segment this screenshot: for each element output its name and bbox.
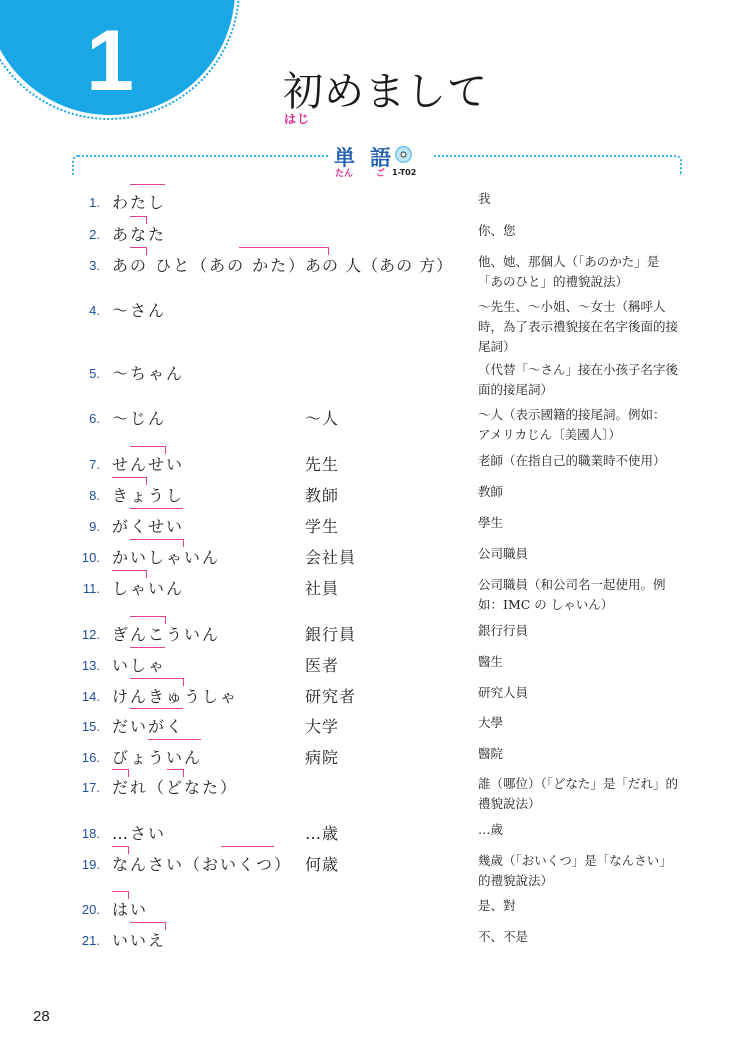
vocab-meaning: 他、她、那個人（「あのかた」是「あのひと」的禮貌說法） bbox=[478, 254, 660, 289]
vocab-kana: なんさい（おいくつ） bbox=[112, 855, 293, 874]
vocab-kana: はい bbox=[112, 900, 149, 919]
pitch-accent-mark bbox=[112, 891, 129, 899]
vocab-number: 8. bbox=[89, 488, 100, 503]
pitch-accent-mark bbox=[112, 846, 129, 854]
vocab-number: 12. bbox=[81, 627, 100, 642]
vocab-meaning: 學生 bbox=[478, 515, 504, 530]
vocab-meaning: 銀行行員 bbox=[478, 623, 529, 638]
pitch-accent-mark bbox=[130, 508, 183, 516]
page-number: 28 bbox=[33, 1008, 50, 1025]
pitch-accent-mark bbox=[112, 570, 147, 578]
vocab-meaning: 是、對 bbox=[478, 898, 516, 913]
vocab-meaning: 老師（在指自己的職業時不使用） bbox=[478, 453, 666, 468]
vocab-meaning: 不、不是 bbox=[478, 929, 529, 944]
vocab-number: 11. bbox=[82, 581, 100, 596]
vocab-number: 5. bbox=[89, 366, 100, 381]
pitch-accent-mark bbox=[130, 678, 184, 686]
vocab-kanji: 銀行員 bbox=[305, 625, 357, 644]
vocab-kanji: ～人 bbox=[305, 409, 340, 428]
vocab-kana: がくせい bbox=[112, 517, 185, 536]
vocab-kana: しゃいん bbox=[112, 579, 185, 598]
vocab-meaning: …歲 bbox=[478, 822, 504, 837]
vocab-meaning: 你、您 bbox=[478, 223, 516, 238]
vocab-meaning: 我 bbox=[478, 191, 491, 206]
vocab-meaning: 教師 bbox=[478, 484, 504, 499]
vocab-meaning: 誰（哪位）（「どなた」是「だれ」的禮貌說法） bbox=[478, 776, 679, 811]
pitch-accent-mark bbox=[130, 647, 164, 655]
pitch-accent-mark bbox=[130, 247, 147, 255]
vocab-kana: ～さん bbox=[112, 301, 167, 320]
pitch-accent-mark bbox=[221, 846, 274, 854]
vocab-meaning: （代替「～さん」接在小孩子名字後面的接尾詞） bbox=[478, 362, 679, 397]
vocab-kanji: 研究者 bbox=[305, 687, 357, 706]
vocab-kana: だれ（どなた） bbox=[112, 778, 239, 797]
section-heading bbox=[328, 142, 432, 182]
vocab-kanji: 医者 bbox=[305, 656, 340, 675]
vocab-kana: いいえ bbox=[112, 931, 167, 950]
vocab-number: 6. bbox=[89, 411, 100, 426]
pitch-accent-mark bbox=[148, 739, 201, 747]
vocab-meaning: 研究人員 bbox=[478, 685, 529, 700]
pitch-accent-mark bbox=[130, 446, 165, 454]
vocab-kana: ぎんこういん bbox=[112, 625, 221, 644]
vocab-kana: だいがく bbox=[112, 717, 185, 736]
vocab-kana: びょういん bbox=[112, 748, 203, 767]
vocab-kana: せんせい bbox=[112, 455, 185, 474]
cd-icon[interactable] bbox=[395, 146, 412, 163]
vocab-number: 3. bbox=[89, 258, 100, 273]
vocab-number: 20. bbox=[81, 902, 100, 917]
pitch-accent-mark bbox=[130, 616, 165, 624]
vocab-kanji: あの 人（あの 方） bbox=[305, 256, 454, 275]
vocab-kanji: 病院 bbox=[305, 748, 340, 767]
pitch-accent-mark bbox=[167, 769, 184, 777]
vocab-kana: ～ちゃん bbox=[112, 364, 185, 383]
vocab-number: 7. bbox=[89, 457, 100, 472]
vocab-kana: わたし bbox=[112, 193, 167, 212]
pitch-accent-mark bbox=[130, 184, 164, 192]
chapter-number: 1 bbox=[86, 13, 134, 109]
vocab-number: 17. bbox=[81, 780, 100, 795]
vocab-meaning: 大學 bbox=[478, 715, 504, 730]
vocab-meaning: 公司職員（和公司名一起使用。例如：IMC の しゃいん） bbox=[478, 577, 666, 612]
vocab-number: 9. bbox=[89, 519, 100, 534]
vocab-kanji: 先生 bbox=[305, 455, 340, 474]
vocab-kana: …さい bbox=[112, 824, 167, 843]
vocab-number: 14. bbox=[81, 689, 100, 704]
pitch-accent-mark bbox=[112, 769, 129, 777]
vocab-kana: ～じん bbox=[112, 409, 167, 428]
vocab-kana: あの ひと（あの かた） bbox=[112, 256, 307, 275]
vocab-kana: いしゃ bbox=[112, 656, 167, 675]
chapter-title-ruby: はじ bbox=[284, 112, 311, 126]
vocab-meaning: 公司職員 bbox=[478, 546, 529, 561]
section-heading-char: 語 bbox=[370, 146, 391, 170]
vocab-kanji: 学生 bbox=[305, 517, 340, 536]
vocab-kanji: 社員 bbox=[305, 579, 340, 598]
vocab-meaning: ～先生、～小姐、～女士（稱呼人時，為了表示禮貌接在名字後面的接尾詞） bbox=[478, 299, 679, 354]
vocab-kana: きょうし bbox=[112, 486, 185, 505]
vocab-number: 19. bbox=[81, 857, 100, 872]
audio-track-label: 1-T02 bbox=[392, 168, 417, 177]
vocab-kana: あなた bbox=[112, 225, 167, 244]
vocab-number: 1. bbox=[89, 195, 100, 210]
vocab-number: 21. bbox=[81, 933, 100, 948]
pitch-accent-mark bbox=[130, 922, 165, 930]
pitch-accent-mark bbox=[130, 216, 147, 224]
vocab-number: 13. bbox=[81, 658, 100, 673]
section-heading-ruby: たん bbox=[335, 169, 354, 179]
pitch-accent-mark bbox=[112, 477, 147, 485]
vocab-number: 16. bbox=[81, 750, 100, 765]
vocab-number: 10. bbox=[81, 550, 100, 565]
vocab-meaning: ～人（表示國籍的接尾詞。例如：アメリカじん〔美國人〕） bbox=[478, 407, 666, 442]
vocab-kanji: 大学 bbox=[305, 717, 340, 736]
vocab-kanji: …歳 bbox=[305, 824, 340, 843]
vocab-meaning: 醫生 bbox=[478, 654, 504, 669]
vocab-number: 18. bbox=[81, 826, 100, 841]
vocab-kanji: 教師 bbox=[305, 486, 340, 505]
vocab-kana: けんきゅうしゃ bbox=[112, 687, 239, 706]
vocab-number: 15. bbox=[81, 719, 100, 734]
vocab-number: 2. bbox=[89, 227, 100, 242]
vocab-kana: かいしゃいん bbox=[112, 548, 221, 567]
vocab-meaning: 幾歲（「おいくつ」是「なんさい」的禮貌說法） bbox=[478, 853, 672, 888]
vocab-kanji: 会社員 bbox=[305, 548, 357, 567]
chapter-title: 初めまして bbox=[283, 69, 488, 115]
section-heading-ruby: ご bbox=[376, 169, 386, 179]
pitch-accent-mark bbox=[130, 539, 184, 547]
pitch-accent-mark bbox=[130, 708, 183, 716]
vocab-number: 4. bbox=[89, 303, 100, 318]
vocab-meaning: 醫院 bbox=[478, 746, 504, 761]
vocab-kanji: 何歳 bbox=[305, 855, 340, 874]
section-heading-char: 単 bbox=[334, 146, 355, 170]
